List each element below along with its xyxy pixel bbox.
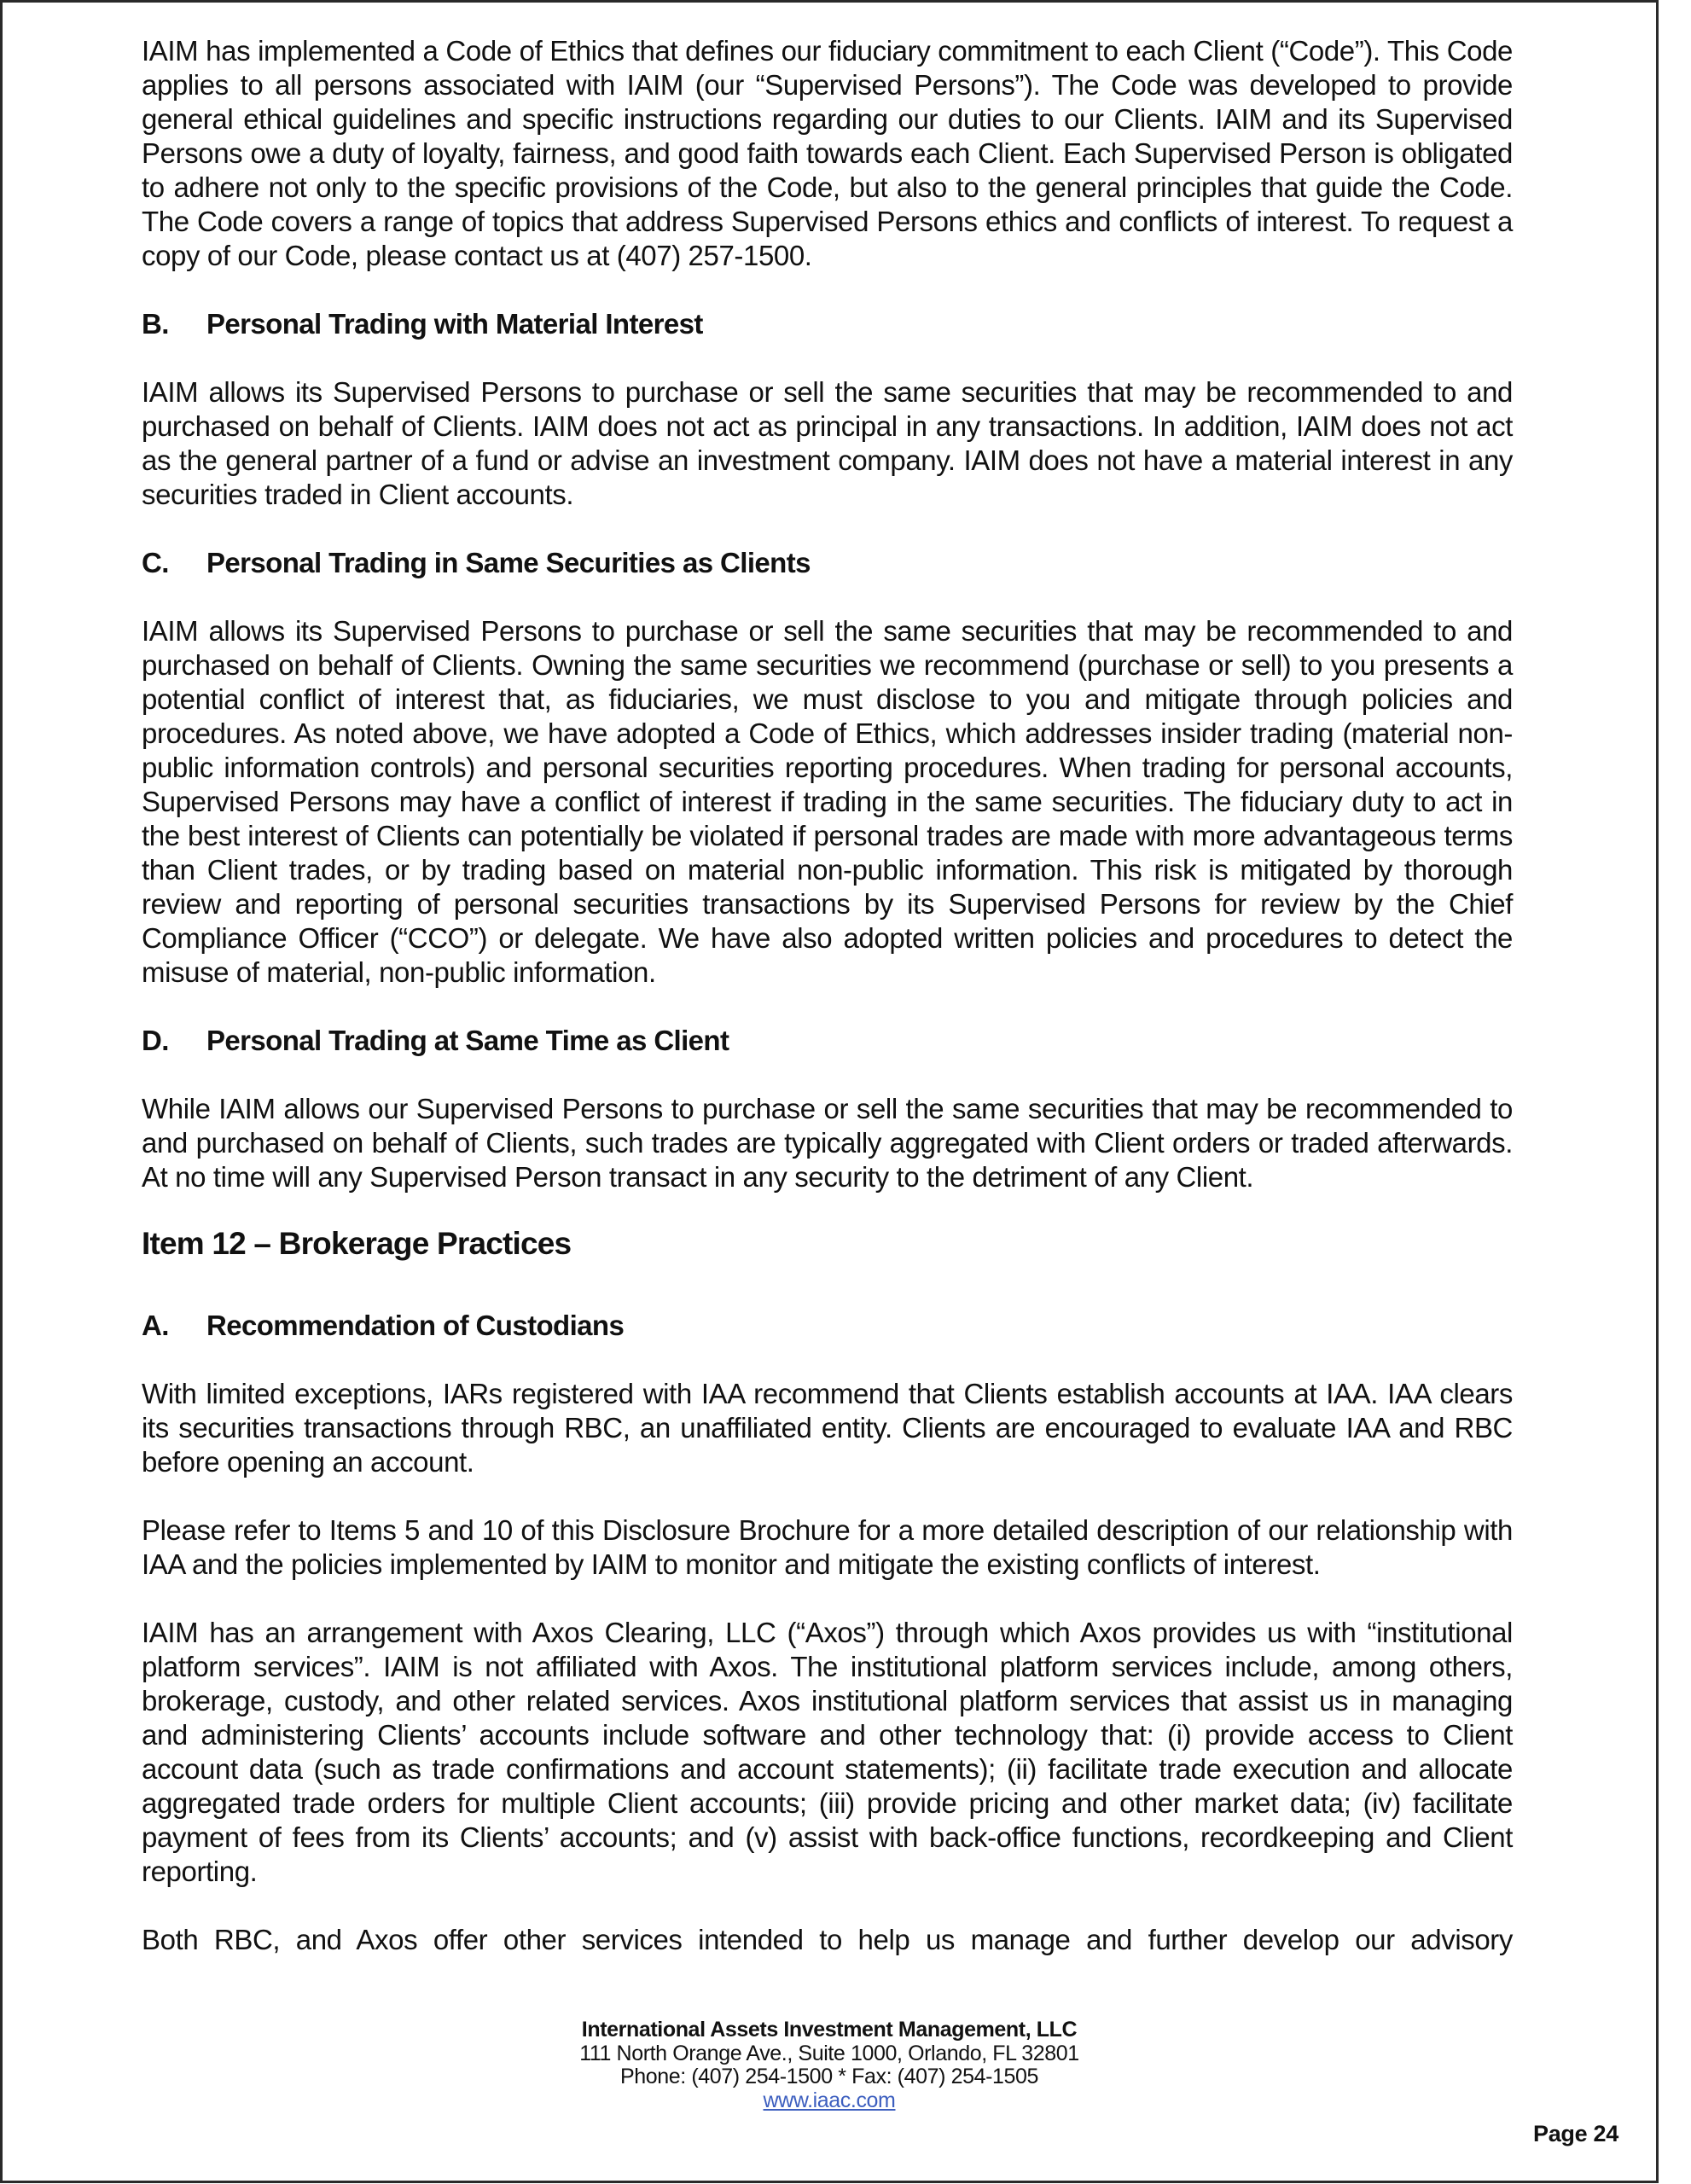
section-d-letter: D. xyxy=(142,1025,169,1056)
page-footer xyxy=(0,2018,1659,2112)
section-b-title: Personal Trading with Material Interest xyxy=(206,308,703,340)
custodian-paragraph-4-continued: Both RBC, and Axos offer other services intended to help us manage and further develop our advisory xyxy=(142,1924,1513,1955)
section-b-letter: B. xyxy=(142,308,169,340)
section-b-paragraph: IAIM allows its Supervised Persons to purchase or sell the same securities that may be recommended to and purchased on behalf of Clients. IAIM does not act as principal in any transactions. In addition, IAIM does not act as the general partner of a fund or advise an investment company. IAIM does not have a material interest in any securities traded in Client accounts. xyxy=(142,376,1513,510)
footer-website-link[interactable]: www.iaac.com xyxy=(763,2088,896,2112)
section-c-paragraph: IAIM allows its Supervised Persons to purchase or sell the same securities that may be recommended to and purchased on behalf of Clients. Owning the same securities we recommend (purchase or sell) to you presents a potential conflict of interest that, as fiduciaries, we must disclose to you and mitigate through policies and procedures. As noted above, we have adopted a Code of Ethics, which addresses insider trading (material non-public information controls) and personal securities reporting procedures. When trading for personal accounts, Supervised Persons may have a conflict of interest if trading in the same securities. The fiduciary duty to act in the best interest of Clients can potentially be violated if personal trades are made with more advantageous terms than Client trades, or by trading based on material non-public information. This risk is mitigated by thorough review and reporting of personal securities transactions by its Supervised Persons for review by the Chief Compliance Officer (“CCO”) or delegate. We have also adopted written policies and procedures to detect the misuse of material, non-public information. xyxy=(142,615,1513,988)
section-c-title: Personal Trading in Same Securities as Clients xyxy=(206,547,811,578)
custodian-paragraph-1: With limited exceptions, IARs registered with IAA recommend that Clients establish accounts at IAA. IAA clears its securities transactions through RBC, an unaffiliated entity. Clients are encouraged to evaluate IAA and RBC before opening an account. xyxy=(142,1378,1513,1478)
item-12-section-a-heading xyxy=(142,1309,1513,1343)
item-12-section-a-letter: A. xyxy=(142,1310,169,1341)
document-body xyxy=(142,34,1513,1957)
section-c-heading xyxy=(142,546,1513,580)
custodian-paragraph-2: Please refer to Items 5 and 10 of this Disclosure Brochure for a more detailed description of our relationship with IAA and the policies implemented by IAIM to monitor and mitigate the existing conflicts of interest. xyxy=(142,1514,1513,1580)
footer-address: 111 North Orange Ave., Suite 1000, Orlando, FL 32801 xyxy=(579,2041,1079,2065)
page-number: Page 24 xyxy=(1533,2121,1618,2146)
footer-contact: Phone: (407) 254-1500 * Fax: (407) 254-1505 xyxy=(619,2065,1039,2088)
custodian-paragraph-3: IAIM has an arrangement with Axos Clearing, LLC (“Axos”) through which Axos provides us with “institutional platform services”. IAIM is not affiliated with Axos. The institutional platform services include, among others, brokerage, custody, and other related services. Axos institutional platform services that assist us in managing and administering Clients’ accounts include software and other technology that: (i) provide access to Client account data (such as trade confirmations and account statements); (ii) facilitate trade execution and allocate aggregated trade orders for multiple Client accounts; (iii) provide pricing and other market data; (iv) facilitate payment of fees from its Clients’ accounts; and (v) assist with back-office functions, recordkeeping and Client reporting. xyxy=(142,1617,1513,1887)
item-12-heading: Item 12 – Brokerage Practices xyxy=(142,1226,572,1261)
section-d-paragraph: While IAIM allows our Supervised Persons to purchase or sell the same securities that may be recommended to and purchased on behalf of Clients, such trades are typically aggregated with Client orders or traded afterwards. At no time will any Supervised Person transact in any security to the detriment of any Client. xyxy=(142,1093,1513,1193)
section-b-heading xyxy=(142,307,1513,341)
section-d-title: Personal Trading at Same Time as Client xyxy=(206,1025,729,1056)
section-d-heading xyxy=(142,1024,1513,1058)
footer-company-name: International Assets Investment Management, LLC xyxy=(581,2018,1078,2042)
section-c-letter: C. xyxy=(142,547,169,578)
code-of-ethics-paragraph: IAIM has implemented a Code of Ethics that defines our fiduciary commitment to each Client (“Code”). This Code applies to all persons associated with IAIM (our “Supervised Persons”). The Code was developed to provide general ethical guidelines and specific instructions regarding our duties to our Clients. IAIM and its Supervised Persons owe a duty of loyalty, fairness, and good faith towards each Client. Each Supervised Person is obligated to adhere not only to the specific provisions of the Code, but also to the general principles that guide the Code. The Code covers a range of topics that address Supervised Persons ethics and conflicts of interest. To request a copy of our Code, please contact us at (407) 257-1500. xyxy=(142,35,1513,271)
item-12-section-a-title: Recommendation of Custodians xyxy=(206,1310,625,1341)
